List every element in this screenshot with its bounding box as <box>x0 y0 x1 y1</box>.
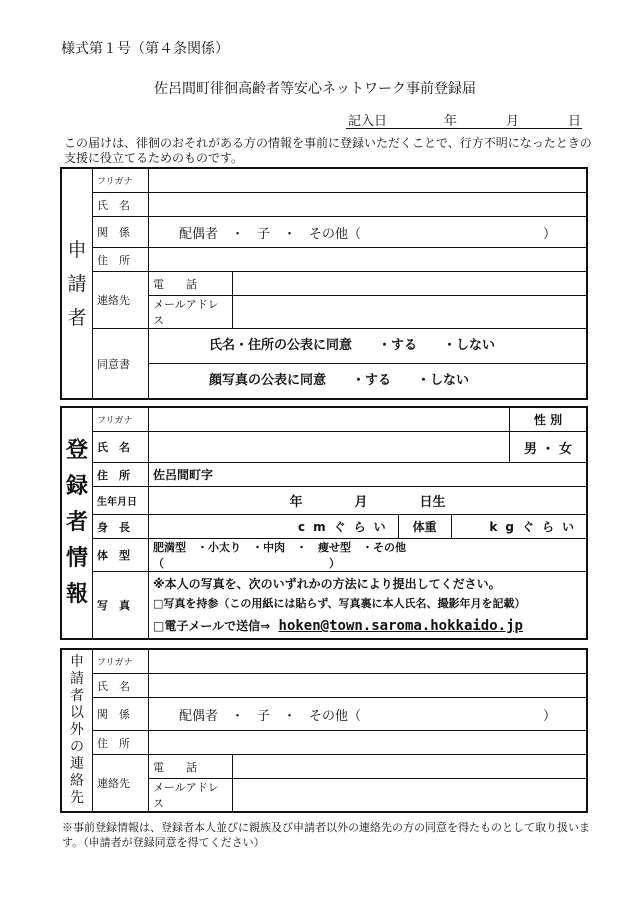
oc-email-label: メールアドレス <box>149 779 233 813</box>
height-label: 身 長 <box>93 515 149 539</box>
oc-phone-input[interactable] <box>233 755 588 779</box>
weight-label: 体重 <box>398 515 451 539</box>
name-label: 氏 名 <box>93 193 149 217</box>
photo-option-email[interactable] <box>153 616 582 636</box>
contact-label: 連絡先 <box>93 272 149 329</box>
reg-furigana-label: フリガナ <box>93 407 149 432</box>
address-label: 住 所 <box>93 248 149 272</box>
applicant-table <box>60 167 588 400</box>
oc-address-input[interactable] <box>149 731 588 755</box>
other-contact-section-label: 申請者以外の連絡先 <box>61 649 93 812</box>
email-label: メールアドレス <box>149 296 233 329</box>
address-input[interactable] <box>149 248 588 272</box>
date-field[interactable] <box>346 110 582 129</box>
gender-label: 性 別 <box>510 407 588 432</box>
oc-name-label: 氏 名 <box>93 674 149 698</box>
registrant-table <box>60 406 588 640</box>
oc-address-label: 住 所 <box>93 731 149 755</box>
oc-relation-label: 関 係 <box>93 698 149 731</box>
month-label: 月 <box>506 114 520 129</box>
furigana-label: フリガナ <box>93 168 149 193</box>
oc-name-input[interactable] <box>149 674 588 698</box>
name-input[interactable] <box>149 193 588 217</box>
registrant-section-label: 登録者情報 <box>61 407 93 639</box>
photo-email-label: □電子メールで送信⇒ <box>153 619 271 633</box>
other-contact-table <box>60 648 588 813</box>
oc-phone-label: 電 話 <box>149 755 233 779</box>
photo-label: 写 真 <box>93 572 149 640</box>
year-label: 年 <box>444 114 458 129</box>
furigana-input[interactable] <box>149 168 588 193</box>
oc-furigana-input[interactable] <box>149 649 588 674</box>
phone-input[interactable] <box>233 272 588 296</box>
reg-address-label: 住 所 <box>93 463 149 487</box>
reg-furigana-input[interactable] <box>149 407 510 432</box>
page-title: 佐呂間町徘徊高齢者等安心ネットワーク事前登録届 <box>154 81 476 97</box>
photo-note: ※本人の写真を、次のいずれかの方法により提出してください。 <box>153 577 501 591</box>
phone-label: 電 話 <box>149 272 233 296</box>
consent-photo[interactable]: 顔写真の公表に同意 ・する ・しない <box>209 373 470 388</box>
build-label: 体 型 <box>93 539 149 572</box>
photo-option-bring[interactable]: □写真を持参（この用紙には貼らず、写真裏に本人氏名、撮影年月を記載） <box>153 597 526 610</box>
relation-label: 関 係 <box>93 217 149 248</box>
birth-label: 生年月日 <box>93 487 149 515</box>
reg-name-input[interactable] <box>149 432 510 463</box>
oc-furigana-label: フリガナ <box>93 649 149 674</box>
consent-label: 同意書 <box>93 329 149 400</box>
oc-contact-label: 連絡先 <box>93 755 149 813</box>
birth-input[interactable]: 年 月 日生 <box>149 487 588 515</box>
oc-email-input[interactable] <box>233 779 588 813</box>
footer-note: ※事前登録情報は、登録者本人並びに親族及び申請者以外の連絡先の方の同意を得たものとして取り扱います。（申請者が登録同意を得てください） <box>62 821 590 849</box>
build-options[interactable]: 肥満型 ・小太り ・中肉 ・ 痩せ型 ・その他（ ） <box>149 539 588 572</box>
day-label: 日 <box>568 114 582 129</box>
consent-name-address[interactable]: 氏名・住所の公表に同意 ・する ・しない <box>149 329 586 364</box>
oc-relation-options[interactable]: 配偶者 ・ 子 ・ その他（ ） <box>149 698 588 731</box>
photo-email-link[interactable]: hoken@town.saroma.hokkaido.jp <box>278 618 523 634</box>
relation-options[interactable]: 配偶者 ・ 子 ・ その他（ ） <box>149 217 588 248</box>
reg-address-input[interactable]: 佐呂間町字 <box>149 463 588 487</box>
weight-input[interactable]: kgぐらい <box>451 515 587 539</box>
gender-options[interactable]: 男 ・ 女 <box>510 432 588 463</box>
form-number: 様式第１号（第４条関係） <box>61 41 229 57</box>
email-input[interactable] <box>233 296 588 329</box>
date-label: 記入日 <box>348 114 388 129</box>
intro-text: この届けは、徘徊のおそれがある方の情報を事前に登録いただくことで、行方不明になったときの支援に役立てるためのものです。 <box>64 136 592 165</box>
height-input[interactable]: cmぐらい <box>149 515 399 539</box>
applicant-section-label: 申請者 <box>61 168 93 399</box>
reg-name-label: 氏 名 <box>93 432 149 463</box>
